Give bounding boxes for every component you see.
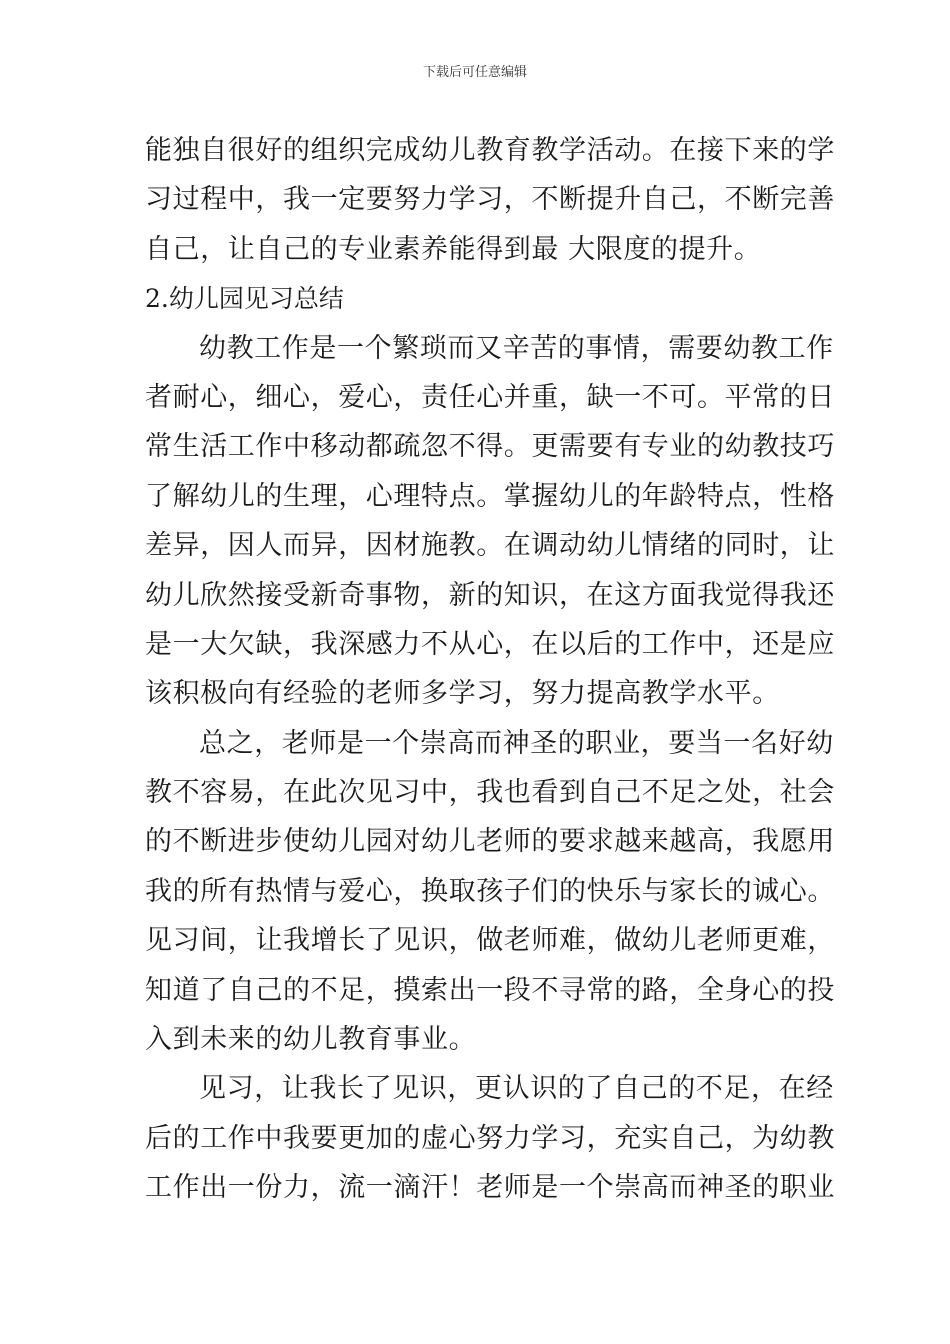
text-line: 是一大欠缺，我深感力不从心，在以后的工作中，还是应 [145, 628, 835, 660]
text-line: 习过程中，我一定要努力学习，不断提升自己，不断完善 [145, 184, 835, 216]
document-body [145, 126, 835, 1213]
text-line: 见习，让我长了见识，更认识的了自己的不足，在经 [199, 1073, 834, 1105]
paragraph-continuation [145, 126, 835, 274]
text-line: 该积极向有经验的老师多学习，努力提高教学水平。 [145, 678, 780, 710]
text-line: 自己，让自己的专业素养能得到最 大限度的提升。 [145, 233, 762, 265]
text-line: 能独自很好的组织完成幼儿教育教学活动。在接下来的学 [145, 135, 835, 166]
text-line: 教不容易，在此次见习中，我也看到自己不足之处，社会 [145, 777, 835, 809]
text-line: 了解幼儿的生理，心理特点。掌握幼儿的年龄特点，性格 [145, 480, 835, 512]
text-line: 差异，因人而异，因材施教。在调动幼儿情绪的同时，让 [145, 530, 835, 562]
text-line: 后的工作中我要更加的虚心努力学习，充实自己，为幼教 [145, 1122, 835, 1154]
text-line: 见习间，让我增长了见识，做老师难，做幼儿老师更难， [145, 925, 835, 957]
text-line: 幼教工作是一个繁琐而又辛苦的事情，需要幼教工作 [199, 332, 834, 364]
text-line: 的不断进步使幼儿园对幼儿老师的要求越来越高，我愿用 [145, 826, 835, 858]
text-line: 知道了自己的不足，摸索出一段不寻常的路，全身心的投 [145, 974, 835, 1006]
paragraph-summary [145, 719, 835, 1065]
text-line: 幼儿欣然接受新奇事物，新的知识，在这方面我觉得我还 [145, 579, 835, 611]
text-line: 我的所有热情与爱心，换取孩子们的快乐与家长的诚心。 [145, 875, 835, 907]
text-line: 工作出一份力，流一滴汗！老师是一个崇高而神圣的职业 [145, 1172, 835, 1204]
text-line: 常生活工作中移动都疏忽不得。更需要有专业的幼教技巧 [145, 431, 835, 463]
paragraph-work-nature [145, 324, 835, 719]
paragraph-reflection [145, 1064, 835, 1212]
text-line: 入到未来的幼儿教育事业。 [145, 1024, 477, 1056]
text-line: 总之，老师是一个崇高而神圣的职业，要当一名好幼 [199, 727, 834, 759]
section-heading: 2.幼儿园见习总结 [145, 284, 344, 314]
page-header: 下载后可任意编辑 [422, 65, 527, 80]
text-line: 者耐心，细心，爱心，责任心并重，缺一不可。平常的日 [145, 381, 835, 413]
